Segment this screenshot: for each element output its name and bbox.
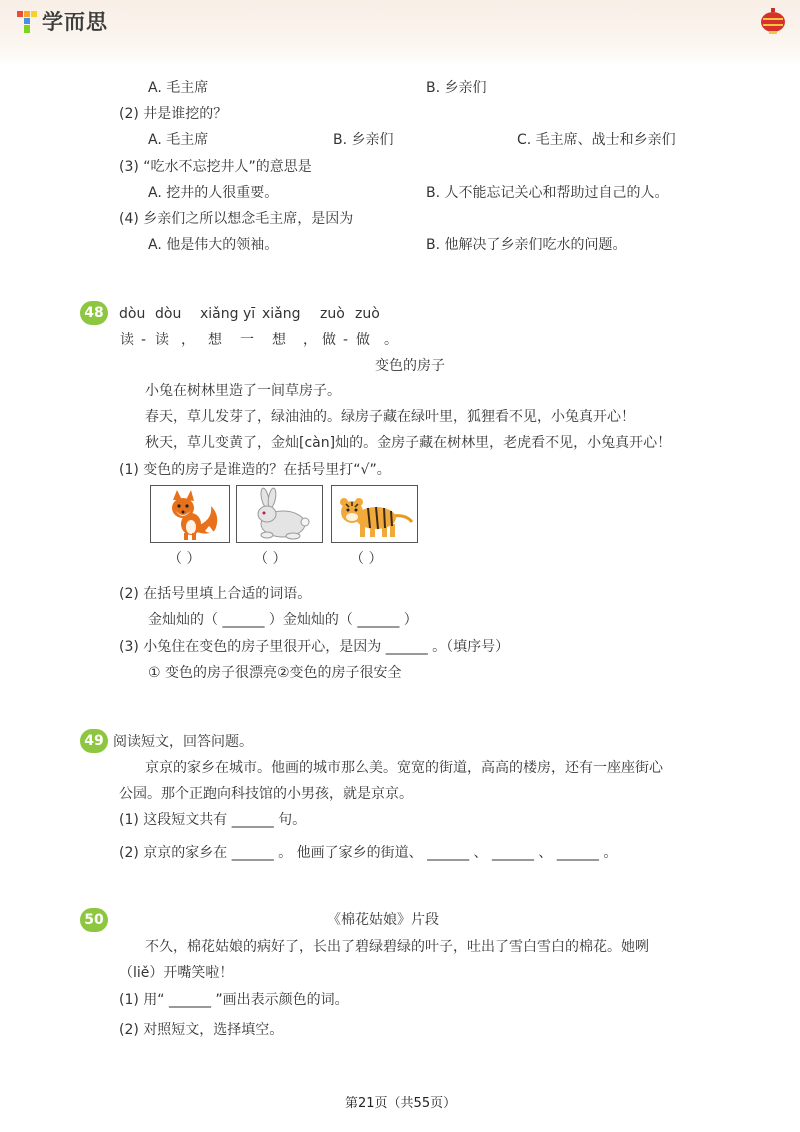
q47-subq-2: (2) 井是谁挖的？ — [119, 106, 228, 122]
passage-title: 变色的房子 — [375, 358, 445, 374]
pinyin-5: xiǎng — [262, 306, 301, 322]
q48-subq-1: (1) 变色的房子是谁造的？在括号里打“√”。 — [119, 462, 391, 478]
pinyin-1: dòu — [119, 306, 146, 322]
passage-paragraph: 京京的家乡在城市。他画的城市那么美。宽宽的街道，高高的楼房，还有一座座街心 — [145, 760, 663, 776]
answer-blank-tiger[interactable]: （ ） — [350, 551, 383, 567]
tiger-icon — [332, 486, 417, 542]
q47-option-2b: B. 乡亲们 — [333, 132, 394, 148]
q50-subq-2: (2) 对照短文，选择填空。 — [119, 1022, 284, 1038]
passage-paragraph: 春天，草儿发芽了，绿油油的。绿房子藏在绿叶里，狐狸看不见，小兔真开心！ — [145, 409, 635, 425]
hanzi-12: 。 — [384, 332, 398, 348]
pinyin-4: yī — [243, 306, 256, 322]
fox-picture — [150, 485, 230, 543]
hanzi-9: 做 — [322, 332, 336, 348]
hanzi-8: ， — [303, 332, 317, 348]
hanzi-10: - — [343, 332, 349, 348]
q47-option-4a: A. 他是伟大的领袖。 — [148, 237, 279, 253]
q47-option-1b: B. 乡亲们 — [426, 80, 487, 96]
hanzi-4: ， — [181, 332, 195, 348]
hanzi-3: 读 — [155, 332, 169, 348]
passage-paragraph: 小兔在树林里造了一间草房子。 — [145, 383, 341, 399]
passage-paragraph: 不久，棉花姑娘的病好了，长出了碧绿碧绿的叶子，吐出了雪白雪白的棉花。她咧 — [145, 939, 649, 955]
brand-logo-icon — [16, 10, 38, 34]
q47-option-3a: A. 挖井的人很重要。 — [148, 185, 279, 201]
page-header — [0, 0, 800, 66]
pinyin-3: xiǎng — [200, 306, 239, 322]
passage-paragraph: 公园。那个正跑向科技馆的小男孩，就是京京。 — [119, 786, 413, 802]
q47-subq-3: (3) “吃水不忘挖井人”的意思是 — [119, 159, 312, 175]
rabbit-picture — [236, 485, 323, 543]
answer-blank-fox[interactable]: （ ） — [168, 551, 201, 567]
fox-icon — [151, 486, 229, 542]
hanzi-7: 想 — [272, 332, 286, 348]
hanzi-2: - — [141, 332, 147, 348]
passage-paragraph: 秋天，草儿变黄了，金灿[càn]灿的。金房子藏在树林里，老虎看不见，小兔真开心！ — [145, 435, 672, 451]
page-number: 第21页（共55页） — [345, 1096, 457, 1111]
q50-subq-1: (1) 用“ ______ ”画出表示颜色的词。 — [119, 992, 349, 1008]
q48-subq-3: (3) 小兔住在变色的房子里很开心，是因为 ______ 。（填序号） — [119, 639, 510, 655]
answer-blank-rabbit[interactable]: （ ） — [254, 551, 287, 567]
question-number: 50 — [80, 908, 108, 932]
question-number: 49 — [80, 729, 108, 753]
q47-option-1a: A. 毛主席 — [148, 80, 209, 96]
pinyin-2: dòu — [155, 306, 182, 322]
hanzi-5: 想 — [208, 332, 222, 348]
q47-option-2c: C. 毛主席、战士和乡亲们 — [517, 132, 676, 148]
hanzi-11: 做 — [356, 332, 370, 348]
q47-subq-4: (4) 乡亲们之所以想念毛主席，是因为 — [119, 211, 354, 227]
pinyin-7: zuò — [355, 306, 380, 322]
pinyin-6: zuò — [320, 306, 345, 322]
q47-option-3b: B. 人不能忘记关心和帮助过自己的人。 — [426, 185, 669, 201]
q48-fill-line: 金灿灿的（ ______ ）金灿灿的（ ______ ） — [148, 612, 418, 628]
passage-title: 《棉花姑娘》片段 — [327, 912, 439, 928]
tiger-picture — [331, 485, 418, 543]
hanzi-1: 读 — [120, 332, 134, 348]
q49-prompt: 阅读短文，回答问题。 — [113, 734, 253, 750]
question-number: 48 — [80, 301, 108, 325]
brand-name: 学而思 — [42, 10, 108, 34]
q48-options: ① 变色的房子很漂亮②变色的房子很安全 — [148, 665, 402, 681]
q47-option-2a: A. 毛主席 — [148, 132, 209, 148]
q49-subq-2: (2) 京京的家乡在 ______ 。 他画了家乡的街道、 ______ 、 ______ 、 ______ 。 — [119, 845, 618, 861]
lantern-icon — [760, 8, 786, 36]
passage-paragraph: （liě）开嘴笑啦！ — [119, 965, 234, 981]
q49-subq-1: (1) 这段短文共有 ______ 句。 — [119, 812, 307, 828]
hanzi-6: 一 — [240, 332, 254, 348]
rabbit-icon — [237, 486, 322, 542]
q47-option-4b: B. 他解决了乡亲们吃水的问题。 — [426, 237, 627, 253]
q48-subq-2: (2) 在括号里填上合适的词语。 — [119, 586, 312, 602]
